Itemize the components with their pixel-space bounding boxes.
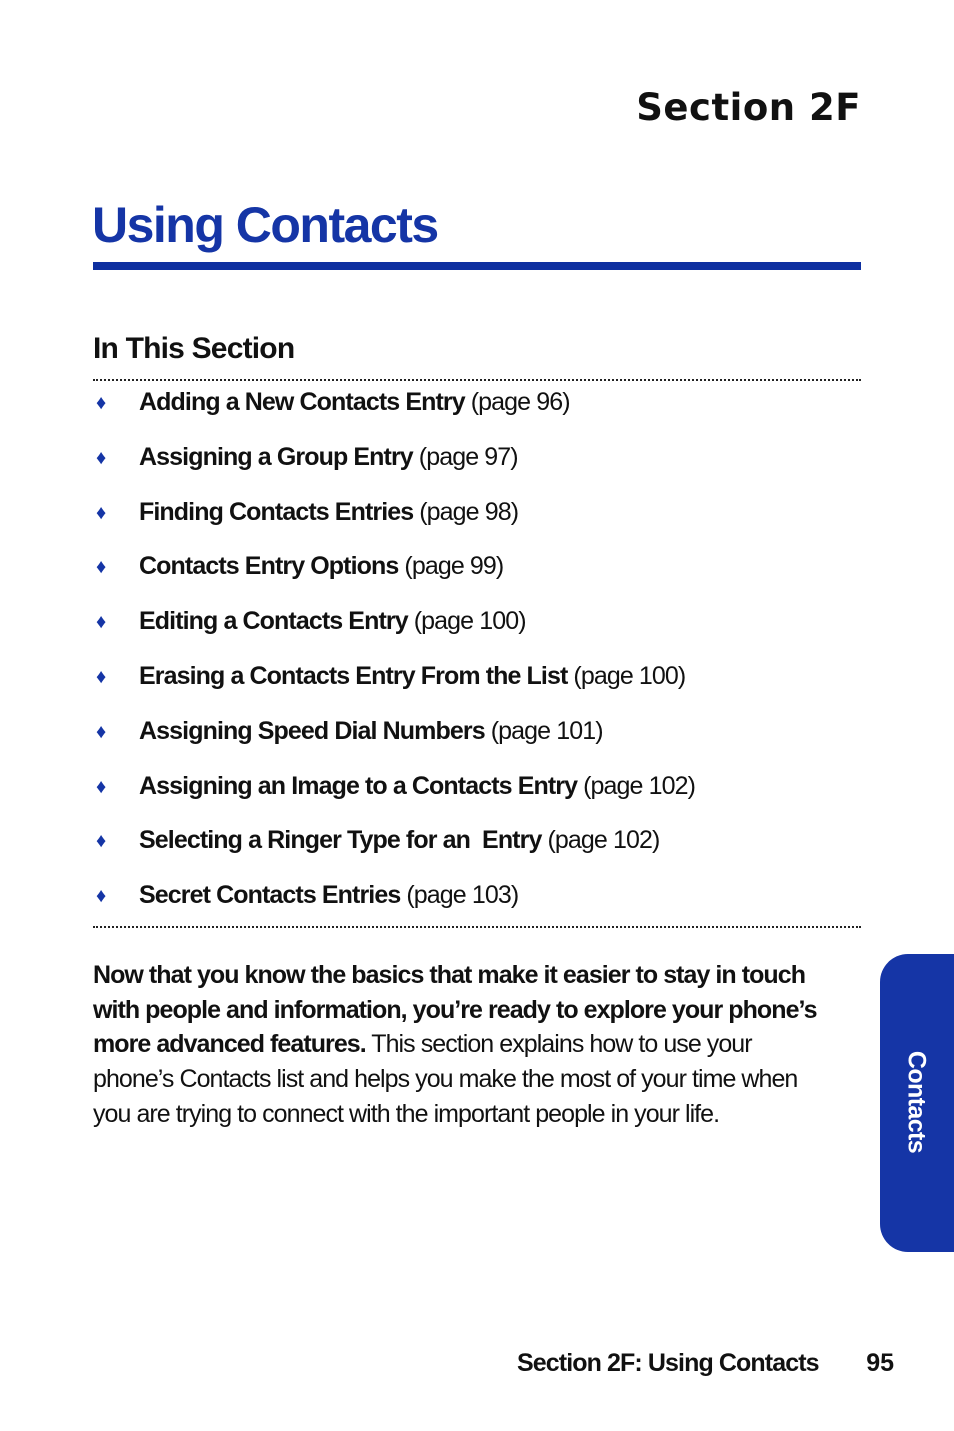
toc-item-title: Assigning a Group Entry (139, 442, 413, 471)
diamond-bullet-icon: ♦ (96, 665, 106, 688)
toc-item-page: (page 100) (573, 661, 686, 690)
diamond-bullet-icon: ♦ (96, 885, 106, 908)
toc-list (93, 388, 861, 936)
toc-item[interactable] (93, 772, 861, 827)
title-rule (93, 262, 861, 270)
section-label: Section 2F (636, 86, 861, 129)
toc-item-page: (page 99) (404, 552, 504, 581)
top-dotted-divider (93, 379, 861, 381)
toc-item[interactable] (93, 388, 861, 443)
toc-item-page: (page 98) (419, 497, 519, 526)
toc-item[interactable] (93, 662, 861, 717)
toc-item-title: Erasing a Contacts Entry From the List (139, 661, 568, 690)
toc-item-title: Contacts Entry Options (139, 552, 399, 581)
diamond-bullet-icon: ♦ (96, 775, 106, 798)
bottom-dotted-divider (93, 926, 861, 928)
toc-item-page: (page 100) (413, 607, 526, 636)
diamond-bullet-icon: ♦ (96, 556, 106, 579)
page-title: Using Contacts (92, 197, 438, 253)
toc-item-title: Finding Contacts Entries (139, 497, 414, 526)
intro-paragraph (93, 958, 833, 1132)
toc-item-title: Assigning an Image to a Contacts Entry (139, 771, 578, 800)
footer-page-number: 95 (866, 1349, 894, 1377)
toc-item[interactable] (93, 717, 861, 772)
footer-section-title: Section 2F: Using Contacts (517, 1349, 819, 1377)
toc-item-title: Secret Contacts Entries (139, 881, 401, 910)
intro-bold-text: Now that you know the basics that make it easier to stay in touch with people and information, you’re ready to explore your phone’s more advanced features. (93, 961, 817, 1059)
toc-item-title: Adding a New Contacts Entry (139, 388, 465, 416)
toc-item[interactable] (93, 607, 861, 662)
diamond-bullet-icon: ♦ (96, 446, 106, 469)
toc-item-title: Assigning Speed Dial Numbers (139, 716, 485, 745)
toc-item-page: (page 103) (406, 881, 519, 910)
diamond-bullet-icon: ♦ (96, 392, 106, 414)
toc-item[interactable] (93, 443, 861, 498)
toc-item-page: (page 101) (490, 716, 603, 745)
diamond-bullet-icon: ♦ (96, 830, 106, 853)
intro-regular-text: This section explains how to use your phone’s Contacts list and helps you make the most of your time when you are trying to connect with the important people in your life. (93, 1030, 798, 1128)
toc-item[interactable] (93, 826, 861, 881)
toc-item-page: (page 102) (583, 771, 696, 800)
toc-item[interactable] (93, 552, 861, 607)
diamond-bullet-icon: ♦ (96, 720, 106, 743)
toc-item-page: (page 97) (418, 442, 518, 471)
diamond-bullet-icon: ♦ (96, 501, 106, 524)
side-tab-label: Contacts (902, 1050, 931, 1154)
toc-item-title: Selecting a Ringer Type for an Entry (139, 826, 542, 855)
diamond-bullet-icon: ♦ (96, 611, 106, 634)
toc-item-title: Editing a Contacts Entry (139, 607, 408, 636)
toc-item-page: (page 96) (470, 388, 570, 416)
in-this-section-heading: In This Section (93, 332, 295, 365)
toc-item[interactable] (93, 498, 861, 553)
toc-item-page: (page 102) (547, 826, 660, 855)
